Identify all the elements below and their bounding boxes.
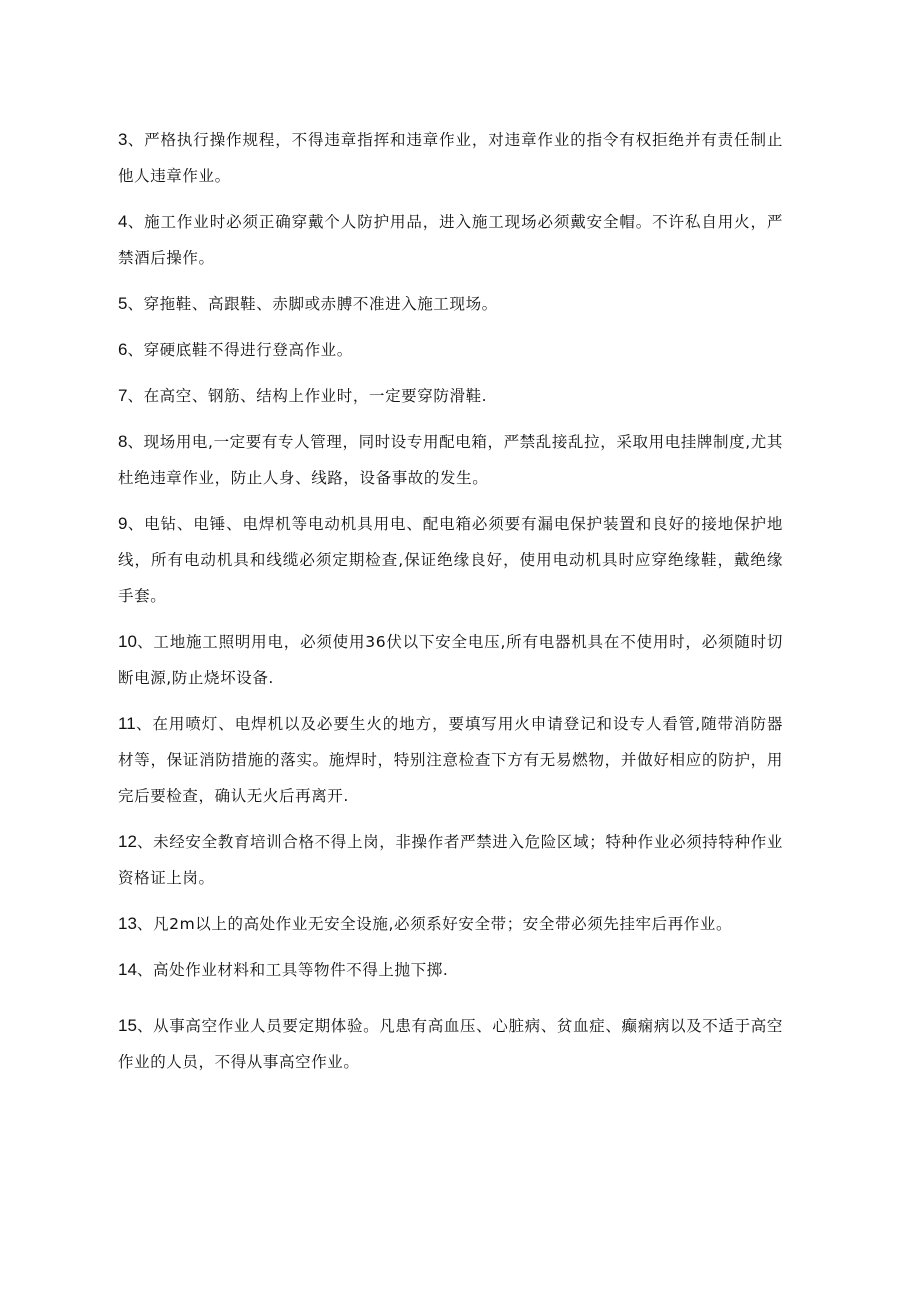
rule-item [118, 824, 783, 896]
rule-text: 、在高空、钢筋、结构上作业时，一定要穿防滑鞋. [127, 387, 488, 405]
rule-text: 、从事高空作业人员要定期体验。凡患有高血压、心脏病、贫血症、癫痫病以及不适于高空作业的人员，不得从事高空作业。 [118, 1017, 783, 1071]
rule-number: 8 [118, 432, 128, 451]
rule-item [118, 952, 783, 988]
rule-item [118, 286, 783, 322]
rule-item [118, 378, 783, 414]
rule-number: 3 [118, 130, 128, 149]
rule-text: 、凡2m以上的高处作业无安全设施,必须系好安全带；安全带必须先挂牢后再作业。 [136, 915, 733, 933]
rule-item [118, 624, 783, 696]
rule-number: 4 [118, 212, 128, 231]
rule-item [118, 906, 783, 942]
rule-text: 、在用喷灯、电焊机以及必要生火的地方，要填写用火申请登记和设专人看管,随带消防器材等，保证消防措施的落实。施焊时，特别注意检查下方有无易燃物，并做好相应的防护，用完后要检查，确认无火后再离开. [118, 715, 783, 805]
rule-text: 、穿硬底鞋不得进行登高作业。 [127, 341, 353, 359]
rule-text: 、高处作业材料和工具等物件不得上抛下掷. [136, 961, 449, 979]
rule-number: 9 [118, 514, 128, 533]
rule-text: 、现场用电,一定要有专人管理，同时设专用配电箱，严禁乱接乱拉，采取用电挂牌制度,尤其杜绝违章作业，防止人身、线路，设备事故的发生。 [118, 433, 783, 487]
rule-text: 、施工作业时必须正确穿戴个人防护用品，进入施工现场必须戴安全帽。不许私自用火，严禁酒后操作。 [118, 213, 783, 267]
rule-text: 、穿拖鞋、高跟鞋、赤脚或赤膊不准进入施工现场。 [127, 295, 498, 313]
rule-text: 、电钻、电锤、电焊机等电动机具用电、配电箱必须要有漏电保护装置和良好的接地保护地线，所有电动机具和线缆必须定期检查,保证绝缘良好，使用电动机具时应穿绝缘鞋，戴绝缘手套。 [118, 515, 783, 605]
rule-number: 5 [118, 294, 128, 313]
rule-item [118, 122, 783, 194]
rule-item [118, 1008, 783, 1080]
rule-item [118, 332, 783, 368]
rule-number: 6 [118, 340, 128, 359]
rule-number: 15 [118, 1016, 137, 1035]
rule-item [118, 706, 783, 814]
rule-number: 10 [118, 632, 137, 651]
rule-number: 7 [118, 386, 128, 405]
safety-rules-list [118, 122, 783, 1090]
rule-text: 、未经安全教育培训合格不得上岗，非操作者严禁进入危险区域；特种作业必须持特种作业资格证上岗。 [118, 833, 783, 887]
rule-number: 14 [118, 960, 137, 979]
rule-text: 、严格执行操作规程，不得违章指挥和违章作业，对违章作业的指令有权拒绝并有责任制止他人违章作业。 [118, 131, 783, 185]
rule-number: 11 [118, 714, 136, 733]
rule-number: 12 [118, 832, 137, 851]
rule-item [118, 204, 783, 276]
rule-item [118, 424, 783, 496]
rule-number: 13 [118, 914, 137, 933]
rule-item [118, 506, 783, 614]
rule-text: 、工地施工照明用电，必须使用36伏以下安全电压,所有电器机具在不使用时，必须随时切断电源,防止烧坏设备. [118, 633, 783, 687]
